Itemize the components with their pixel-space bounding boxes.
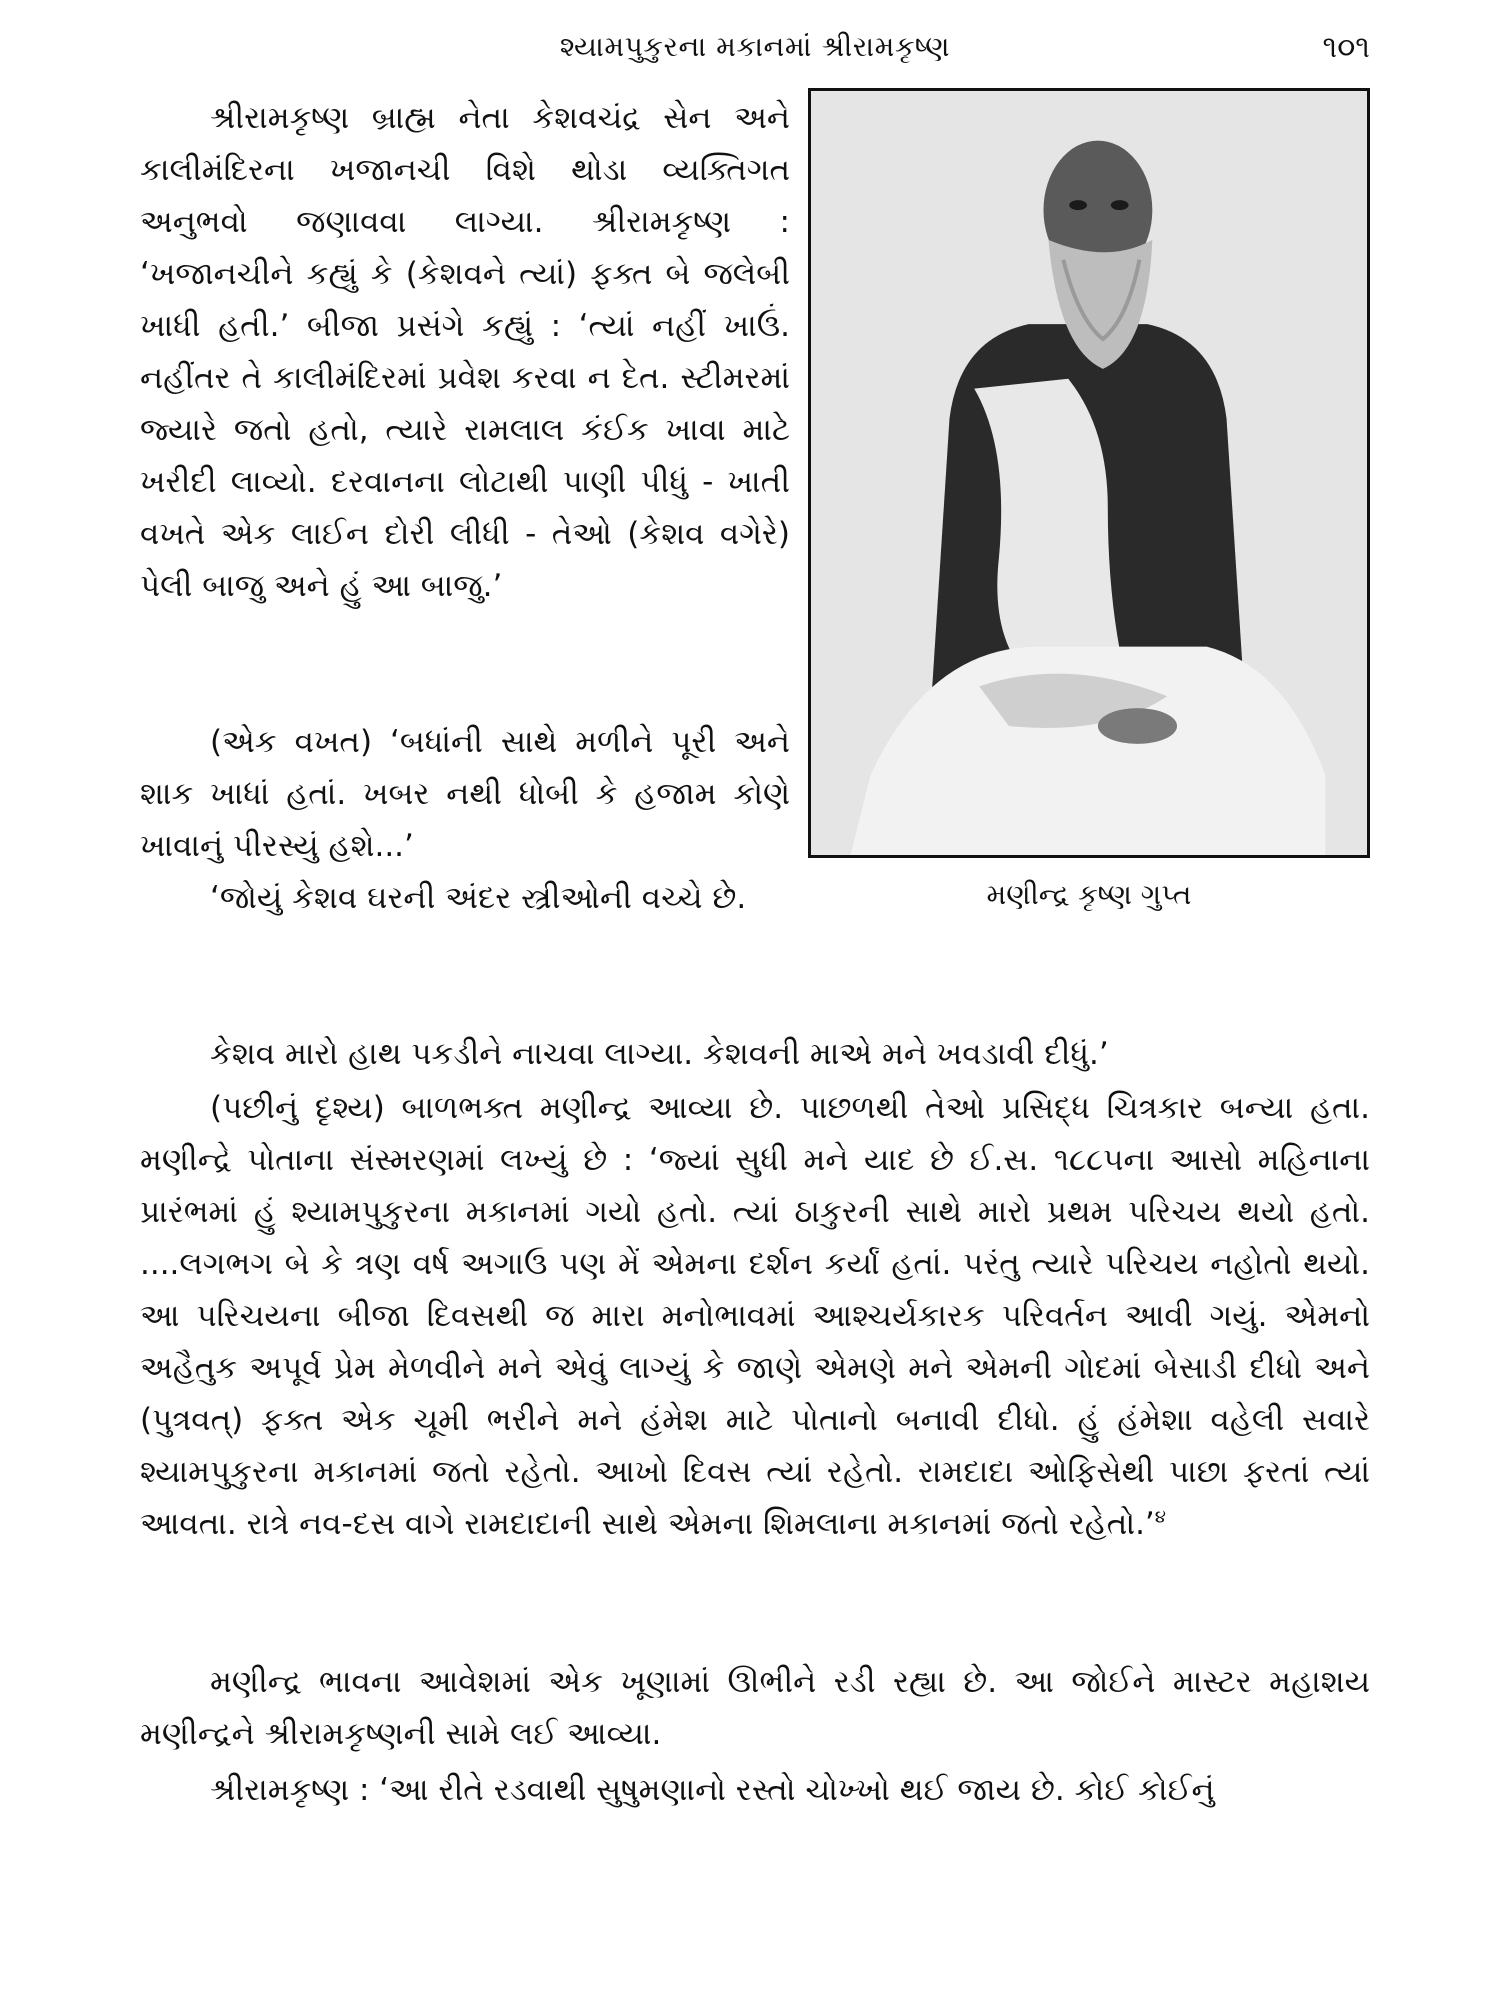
- page-header: [140, 30, 1370, 80]
- page-number: ૧૦૧: [1322, 30, 1370, 65]
- portrait-photo: [808, 88, 1370, 858]
- paragraph-6: મણીન્દ્ર ભાવના આવેશમાં એક ખૂણામાં ઊભીને રડી રહ્યા છે. આ જોઈને માસ્ટર મહાશય મણીન્દ્રને શ્રીરામકૃષ્ણની સામે લઈ આવ્યા.: [140, 1664, 1370, 1752]
- paragraph-5-text: (પછીનું દૃશ્ય) બાળભક્ત મણીન્દ્ર આવ્યા છે. પાછળથી તેઓ પ્રસિદ્ધ ચિત્રકાર બન્યા હતા. મણીન્દ્રે પોતાના સંસ્મરણમાં લખ્યું છે : ‘જ્યાં સુધી મને યાદ છે ઈ.સ. ૧૮૮૫ના આસો મહિનાના પ્રારંભમાં હું શ્યામપુકુરના મકાનમાં ગયો હતો. ત્યાં ઠાકુરની સાથે મારો પ્રથમ પરિચય થયો હતો. ....લગભગ બે કે ત્રણ વર્ષ અગાઉ પણ મેં એમના દર્શન કર્યાં હતાં. પરંતુ ત્યારે પરિચય નહોતો થયો. આ પરિચયના બીજા દિવસથી જ મારા મનોભાવમાં આશ્ચર્યકારક પરિવર્તન આવી ગયું. એમનો અહૈતુક અપૂર્વ પ્રેમ મેળવીને મને એવું લાગ્યું કે જાણે એમણે મને એમની ગોદમાં બેસાડી દીધો અને (પુત્રવત્) ફક્ત એક ચૂમી ભરીને મને હંમેશ માટે પોતાનો બનાવી દીધો. હું હંમેશા વહેલી સવારે શ્યામપુકુરના મકાનમાં જતો રહેતો. આખો દિવસ ત્યાં રહેતો. રામદાદા ઓફિસેથી પાછા ફરતાં ત્યાં આવતા. રાત્રે નવ-દસ વાગે રામદાદાની સાથે એમના શિમલાના મકાનમાં જતો રહેતો.’: [140, 1090, 1370, 1542]
- running-head: શ્યામપુકુરના મકાનમાં શ્રીરામકૃષ્ણ: [559, 30, 951, 63]
- paragraph-1: શ્રીરામકૃષ્ણ બ્રાહ્મ નેતા કેશવચંદ્ર સેન અને કાલીમંદિરના ખજાનચી વિશે થોડા વ્યક્તિગત અનુભવો જણાવવા લાગ્યા. શ્રીરામકૃષ્ણ : ‘ખજાનચીને કહ્યું કે (કેશવને ત્યાં) ફક્ત બે જલેબી ખાધી હતી.’ બીજા પ્રસંગે કહ્યું : ‘ત્યાં નહીં ખાઉં. નહીંતર તે કાલીમંદિરમાં પ્રવેશ કરવા ન દેત. સ્ટીમરમાં જ્યારે જતો હતો, ત્યારે રામલાલ કંઈક ખાવા માટે ખરીદી લાવ્યો. દરવાનના લોટાથી પાણી પીધું - ખાતી વખતે એક લાઈન દોરી લીધી - તેઓ (કેશવ વગેરે) પેલી બાજુ અને હું આ બાજુ.’: [140, 100, 790, 604]
- paragraph-7: શ્રીરામકૃષ્ણ : ‘આ રીતે રડવાથી સુષુમણાનો રસ્તો ચોખ્ખો થઈ જાય છે. કોઈ કોઈનું: [210, 1772, 1215, 1808]
- paragraph-4: કેશવ મારો હાથ પકડીને નાચવા લાગ્યા. કેશવની માએ મને ખવડાવી દીધું.’: [210, 1036, 1109, 1072]
- footnote-marker: ૪: [1154, 1506, 1166, 1528]
- photo-caption: મણીન્દ્ર કૃષ્ણ ગુપ્ત: [986, 878, 1192, 911]
- portrait-illustration: [811, 91, 1367, 855]
- paragraph-5: [140, 1082, 1370, 1550]
- paragraph-2: (એક વખત) ‘બધાંની સાથે મળીને પૂરી અને શાક ખાધાં હતાં. ખબર નથી ધોબી કે હજામ કોણે ખાવાનું પીરસ્યું હશે...’: [140, 724, 790, 864]
- paragraph-3: ‘જોયું કેશવ ઘરની અંદર સ્ત્રીઓની વચ્ચે છે.: [210, 880, 747, 916]
